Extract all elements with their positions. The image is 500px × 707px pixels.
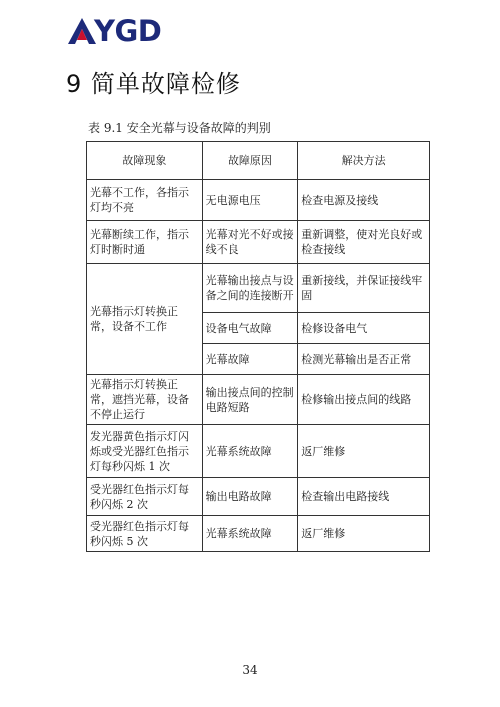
logo-text: YGD [94, 14, 162, 48]
cause-cell: 光幕输出接点与设备之间的连接断开 [202, 264, 298, 313]
solution-cell: 检查电源及接线 [298, 180, 430, 221]
chapter-title: 9 简单故障检修 [66, 70, 241, 98]
table-row [87, 516, 430, 552]
solution-cell: 重新接线，并保证接线牢固 [298, 264, 430, 313]
solution-cell: 检修设备电气 [298, 313, 430, 344]
brand-logo [68, 14, 162, 48]
table-row [87, 221, 430, 264]
table-row [87, 478, 430, 516]
cause-cell: 光幕系统故障 [202, 516, 298, 552]
symptom-cell: 受光器红色指示灯每秒闪烁 5 次 [87, 516, 203, 552]
cause-cell: 无电源电压 [202, 180, 298, 221]
cause-cell: 光幕对光不好或接线不良 [202, 221, 298, 264]
cause-cell: 设备电气故障 [202, 313, 298, 344]
symptom-cell: 光幕断续工作，指示灯时断时通 [87, 221, 203, 264]
cause-cell: 输出电路故障 [202, 478, 298, 516]
symptom-cell: 光幕不工作，各指示灯均不亮 [87, 180, 203, 221]
solution-cell: 返厂维修 [298, 516, 430, 552]
header-cause: 故障原因 [202, 142, 298, 180]
cause-cell: 输出接点间的控制电路短路 [202, 375, 298, 425]
table-row [87, 180, 430, 221]
header-solution: 解决方法 [298, 142, 430, 180]
symptom-cell: 光幕指示灯转换正常，设备不工作 [87, 264, 203, 375]
cause-cell: 光幕故障 [202, 344, 298, 375]
symptom-cell: 光幕指示灯转换正常，遮挡光幕，设备不停止运行 [87, 375, 203, 425]
symptom-cell: 受光器红色指示灯每秒闪烁 2 次 [87, 478, 203, 516]
table-row [87, 375, 430, 425]
solution-cell: 返厂维修 [298, 425, 430, 478]
logo-a-mark-icon [68, 18, 96, 44]
cause-cell: 光幕系统故障 [202, 425, 298, 478]
symptom-cell: 发光器黄色指示灯闪烁或受光器红色指示灯每秒闪烁 1 次 [87, 425, 203, 478]
solution-cell: 检查输出电路接线 [298, 478, 430, 516]
table-header-row [87, 142, 430, 180]
fault-table [86, 141, 430, 552]
page-number: 34 [242, 663, 258, 677]
solution-cell: 检测光幕输出是否正常 [298, 344, 430, 375]
table-row [87, 264, 430, 313]
solution-cell: 重新调整，使对光良好或检查接线 [298, 221, 430, 264]
solution-cell: 检修输出接点间的线路 [298, 375, 430, 425]
header-symptom: 故障现象 [87, 142, 203, 180]
table-row [87, 425, 430, 478]
table-caption: 表 9.1 安全光幕与设备故障的判别 [88, 121, 271, 135]
